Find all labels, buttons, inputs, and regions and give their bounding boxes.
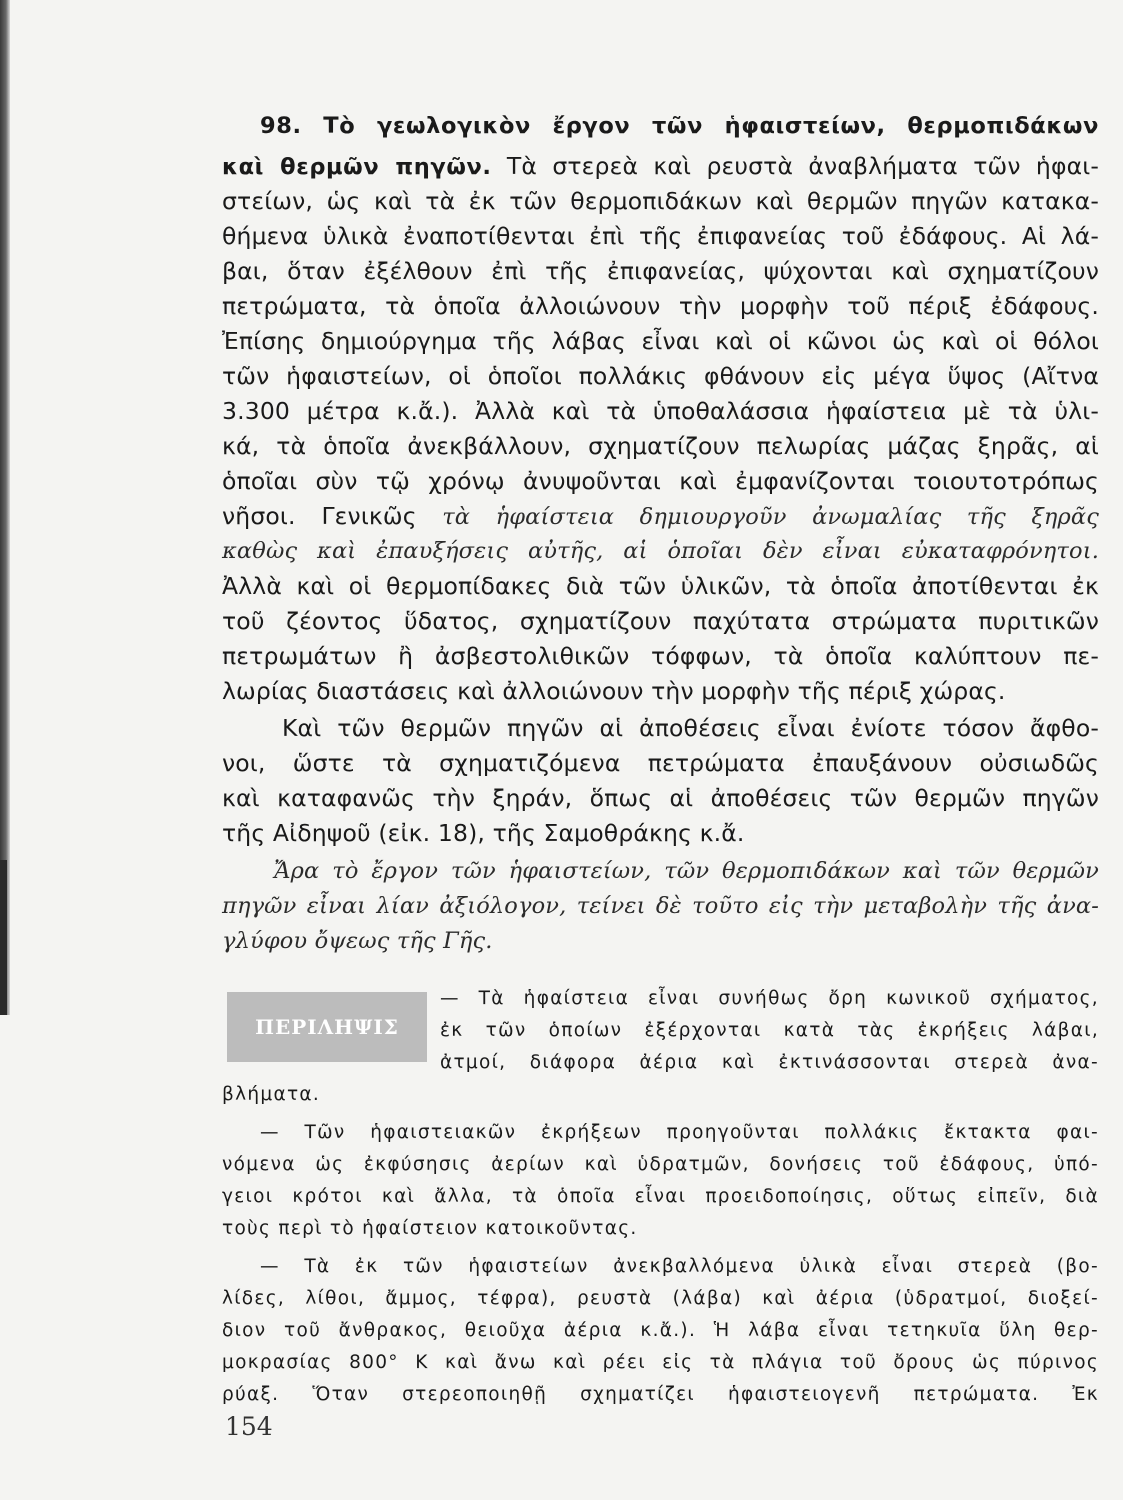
text-line: 3.300 μέτρα κ.ἄ.). Ἀλλὰ καὶ τὰ ὑποθαλάσσια ἡφαίστεια μὲ τὰ ὑλι-: [222, 397, 1099, 425]
text-line: τοῦ ζέοντος ὕδατος, σχηματίζουν παχύτατα στρώματα πυριτικῶν: [222, 607, 1099, 635]
summary-body: [222, 985, 1099, 1405]
text-line: πετρώματα, τὰ ὁποῖα ἀλλοιώνουν τὴν μορφὴν τοῦ πέριξ ἐδάφους.: [222, 292, 1099, 320]
text-line: νοι, ὥστε τὰ σχηματιζόμενα πετρώματα ἐπαυξάνουν οὐσιωδῶς: [222, 749, 1099, 777]
summary-line: ρύαξ. Ὅταν στερεοποιηθῇ σχηματίζει ἡφαιστειογενῆ πετρώματα. Ἐκ: [222, 1384, 1099, 1405]
text-line: καὶ καταφανῶς τὴν ξηράν, ὅπως αἱ ἀποθέσεις τῶν θερμῶν πηγῶν: [222, 784, 1099, 812]
text-line: πετρωμάτων ἢ ἀσβεστολιθικῶν τόφφων, τὰ ὁποῖα καλύπτουν πε-: [222, 642, 1099, 670]
page-spine-edge: [0, 860, 7, 1015]
summary-badge: ΠΕΡΙΛΗΨΙΣ: [227, 992, 427, 1062]
summary-line: βλήματα.: [222, 1084, 321, 1105]
text-line: Ἀλλὰ καὶ οἱ θερμοπίδακες διὰ τῶν ὑλικῶν, τὰ ὁποῖα ἀποτίθενται ἐκ: [222, 572, 1099, 600]
summary-line: νόμενα ὡς ἐκφύσησις ἀερίων καὶ ὑδρατμῶν, δονήσεις τοῦ ἐδάφους, ὑπό-: [222, 1154, 1099, 1175]
text-line: Καὶ τῶν θερμῶν πηγῶν αἱ ἀποθέσεις εἶναι ἐνίοτε τόσον ἄφθο-: [282, 714, 1099, 742]
text-line: [222, 150, 1099, 183]
conclusion-line: πηγῶν εἶναι λίαν ἀξιόλογον, τείνει δὲ τοῦτο εἰς τὴν μεταβολὴν τῆς ἀνα-: [222, 893, 1099, 919]
summary-line: γειοι κρότοι καὶ ἄλλα, τὰ ὁποῖα εἶναι προειδοποίησις, οὕτως εἰπεῖν, διὰ: [222, 1186, 1099, 1207]
text-line: Ἐπίσης δημιούργημα τῆς λάβας εἶναι καὶ οἱ κῶνοι ὡς καὶ οἱ θόλοι: [222, 327, 1099, 355]
italic-emphasis: τὰ ἡφαίστεια δημιουργοῦν ἀνωμαλίας τῆς ξηρᾶς: [416, 504, 1099, 530]
section-heading-cont: καὶ θερμῶν πηγῶν.: [222, 154, 492, 180]
summary-line: — Τὰ ἡφαίστεια εἶναι συνήθως ὄρη κωνικοῦ σχήματος,: [440, 988, 1099, 1009]
conclusion-line: Ἄρα τὸ ἔργον τῶν ἡφαιστείων, τῶν θερμοπιδάκων καὶ τῶν θερμῶν: [274, 858, 1099, 884]
text-line: κά, τὰ ὁποῖα ἀνεκβάλλουν, σχηματίζουν πελωρίας μάζας ξηρᾶς, αἱ: [222, 432, 1099, 460]
page-number: 154: [225, 1412, 273, 1441]
section-heading: 98. Τὸ γεωλογικὸν ἔργον τῶν ἡφαιστείων, θερμοπιδάκων: [260, 113, 1099, 139]
summary-line: — Τὰ ἐκ τῶν ἡφαιστείων ἀνεκβαλλόμενα ὑλικὰ εἶναι στερεὰ (βο-: [260, 1256, 1099, 1277]
section-body: [222, 110, 1099, 960]
conclusion-line: γλύφου ὄψεως τῆς Γῆς.: [222, 928, 493, 954]
text-line: τῶν ἡφαιστείων, οἱ ὁποῖοι πολλάκις φθάνουν εἰς μέγα ὕψος (Αἴτνα: [222, 362, 1099, 390]
italic-emphasis-line: καθὼς καὶ ἐπαυξήσεις αὐτῆς, αἱ ὁποῖαι δὲν εἶναι εὐκαταφρόνητοι.: [222, 538, 1099, 564]
summary-line: ἐκ τῶν ὁποίων ἐξέρχονται κατὰ τὰς ἐκρήξεις λάβαι,: [440, 1020, 1099, 1041]
text-line: [222, 500, 1099, 533]
text-line: λωρίας διαστάσεις καὶ ἀλλοιώνουν τὴν μορφὴν τῆς πέριξ χώρας.: [222, 677, 1006, 705]
summary-line: λίδες, λίθοι, ἄμμος, τέφρα), ρευστὰ (λάβα) καὶ ἀέρια (ὑδρατμοί, διοξεί-: [222, 1288, 1099, 1309]
summary-line: μοκρασίας 800° Κ καὶ ἄνω καὶ ρέει εἰς τὰ πλάγια τοῦ ὄρους ὡς πύρινος: [222, 1352, 1099, 1373]
text-fragment: νῆσοι. Γενικῶς: [222, 502, 417, 530]
summary-line: — Τῶν ἡφαιστειακῶν ἐκρήξεων προηγοῦνται πολλάκις ἔκτακτα φαι-: [260, 1122, 1099, 1143]
text-line: ὁποῖαι σὺν τῷ χρόνῳ ἀνυψοῦνται καὶ ἐμφανίζονται τοιουτοτρόπως: [222, 467, 1099, 495]
summary-line: ἀτμοί, διάφορα ἀέρια καὶ ἐκτινάσσονται στερεὰ ἀνα-: [440, 1052, 1099, 1073]
summary-line: διον τοῦ ἄνθρακος, θειοῦχα ἀέρια κ.ἄ.). Ἡ λάβα εἶναι τετηκυῖα ὕλη θερ-: [222, 1320, 1099, 1341]
text-line: τῆς Αἰδηψοῦ (εἰκ. 18), τῆς Σαμοθράκης κ.ἄ.: [222, 819, 745, 847]
text-line: θήμενα ὑλικὰ ἐναποτίθενται ἐπὶ τῆς ἐπιφανείας τοῦ ἐδάφους. Αἱ λά-: [222, 222, 1099, 250]
text-line: στείων, ὡς καὶ τὰ ἐκ τῶν θερμοπιδάκων καὶ θερμῶν πηγῶν κατακα-: [222, 187, 1099, 215]
text-line: βαι, ὅταν ἐξέλθουν ἐπὶ τῆς ἐπιφανείας, ψύχονται καὶ σχηματίζουν: [222, 257, 1099, 285]
heading-tail: Τὰ στερεὰ καὶ ρευστὰ ἀναβλήματα τῶν ἡφαι-: [491, 152, 1099, 180]
summary-line: τοὺς περὶ τὸ ἡφαίστειον κατοικοῦντας.: [222, 1218, 638, 1239]
